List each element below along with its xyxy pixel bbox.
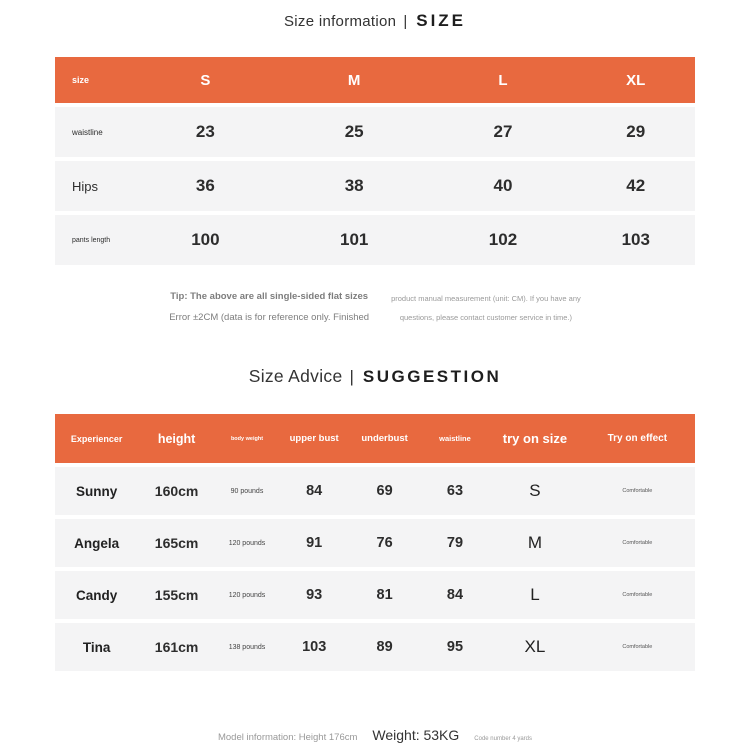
cell-value: 103: [621, 230, 650, 249]
cell-value: 160cm: [154, 483, 199, 499]
cell-value: 79: [446, 535, 464, 551]
table-row: [55, 623, 695, 671]
try-on-size: XL: [524, 637, 546, 656]
row-label: pants length: [72, 236, 111, 244]
cell-value: 102: [488, 230, 518, 249]
column-header: waistline: [439, 434, 471, 443]
cell-value: 93: [306, 587, 323, 603]
tip-line: questions, please contact customer service in time.): [399, 313, 573, 322]
column-header: M: [347, 71, 361, 89]
column-header: Try on effect: [607, 433, 668, 444]
row-label: waistline: [72, 127, 103, 137]
suggestion-table-header: [55, 414, 695, 463]
table-row: [55, 161, 695, 211]
cell-value: 120 pounds: [228, 539, 266, 547]
tip-line: Error ±2CM (data is for reference only. Finished: [169, 312, 370, 323]
title-divider: |: [349, 367, 354, 386]
try-on-size: L: [530, 585, 540, 604]
cell-value: 84: [306, 483, 323, 499]
cell-value: 161cm: [154, 639, 199, 655]
cell-value: 38: [344, 176, 364, 195]
row-label: Hips: [72, 178, 99, 194]
cell-value: 27: [493, 122, 513, 141]
column-header: L: [498, 71, 508, 89]
column-header: body weight: [230, 435, 264, 442]
table-row: [55, 519, 695, 567]
column-header: XL: [626, 71, 646, 89]
model-weight-text: Weight: 53KG: [372, 727, 460, 743]
cell-value: 165cm: [154, 535, 199, 551]
try-on-effect: Comfortable: [622, 644, 653, 650]
cell-value: 90 pounds: [230, 487, 264, 495]
cell-value: 69: [376, 483, 393, 499]
experiencer-name: Sunny: [75, 483, 118, 499]
table-row: [55, 571, 695, 619]
size-table: [55, 57, 695, 265]
cell-value: 81: [376, 587, 393, 603]
column-header: S: [200, 71, 211, 89]
model-height-text: Model information: Height 176cm: [217, 732, 358, 743]
cell-value: 42: [626, 176, 646, 195]
cell-value: 76: [376, 535, 393, 551]
tip-line: Tip: The above are all single-sided flat sizes: [170, 291, 369, 302]
try-on-effect: Comfortable: [622, 540, 653, 546]
cell-value: 138 pounds: [228, 643, 266, 651]
tip-note: [0, 286, 750, 328]
experiencer-name: Candy: [75, 587, 118, 603]
table-row: [55, 215, 695, 265]
tip-line: product manual measurement (unit: CM). If you have any: [391, 294, 581, 303]
cell-value: 120 pounds: [228, 591, 266, 599]
tip-note-right: [391, 286, 581, 327]
column-header: try on size: [502, 431, 568, 446]
section1-title: [0, 9, 750, 33]
cell-value: 91: [306, 535, 323, 551]
try-on-effect: Comfortable: [622, 592, 653, 598]
cell-value: 29: [626, 122, 646, 141]
cell-value: 84: [446, 587, 464, 603]
title-divider: |: [403, 13, 408, 30]
cell-value: 100: [191, 230, 220, 249]
section2-title-text: Size Advice: [248, 366, 343, 386]
column-header: Experiencer: [70, 433, 123, 444]
experiencer-name: Angela: [74, 535, 120, 551]
cell-value: 23: [195, 122, 215, 141]
tip-note-left: [169, 286, 369, 328]
cell-value: 155cm: [154, 587, 199, 603]
column-header: height: [157, 431, 196, 446]
column-header: underbust: [361, 433, 408, 444]
section2-title: [0, 364, 750, 388]
section2-title-strong: SUGGESTION: [362, 367, 502, 386]
cell-value: 95: [446, 639, 464, 655]
size-table-header: [55, 57, 695, 103]
column-header: upper bust: [289, 433, 339, 444]
try-on-effect: Comfortable: [622, 488, 653, 494]
cell-value: 40: [493, 176, 513, 195]
model-info: [0, 727, 750, 743]
cell-value: 103: [302, 639, 327, 655]
suggestion-table: [55, 414, 695, 671]
cell-value: 63: [446, 483, 464, 499]
table-row: [55, 467, 695, 515]
try-on-size: S: [529, 481, 541, 500]
cell-value: 36: [195, 176, 215, 195]
table-row: [55, 107, 695, 157]
section1-title-text: Size information: [283, 13, 397, 30]
try-on-size: M: [527, 533, 543, 552]
column-header: size: [72, 75, 90, 85]
experiencer-name: Tina: [82, 639, 111, 655]
cell-value: 25: [344, 122, 364, 141]
cell-value: 101: [339, 230, 369, 249]
code-number-text: Code number 4 yards: [474, 736, 532, 742]
cell-value: 89: [376, 639, 393, 655]
section1-title-strong: SIZE: [416, 11, 467, 30]
